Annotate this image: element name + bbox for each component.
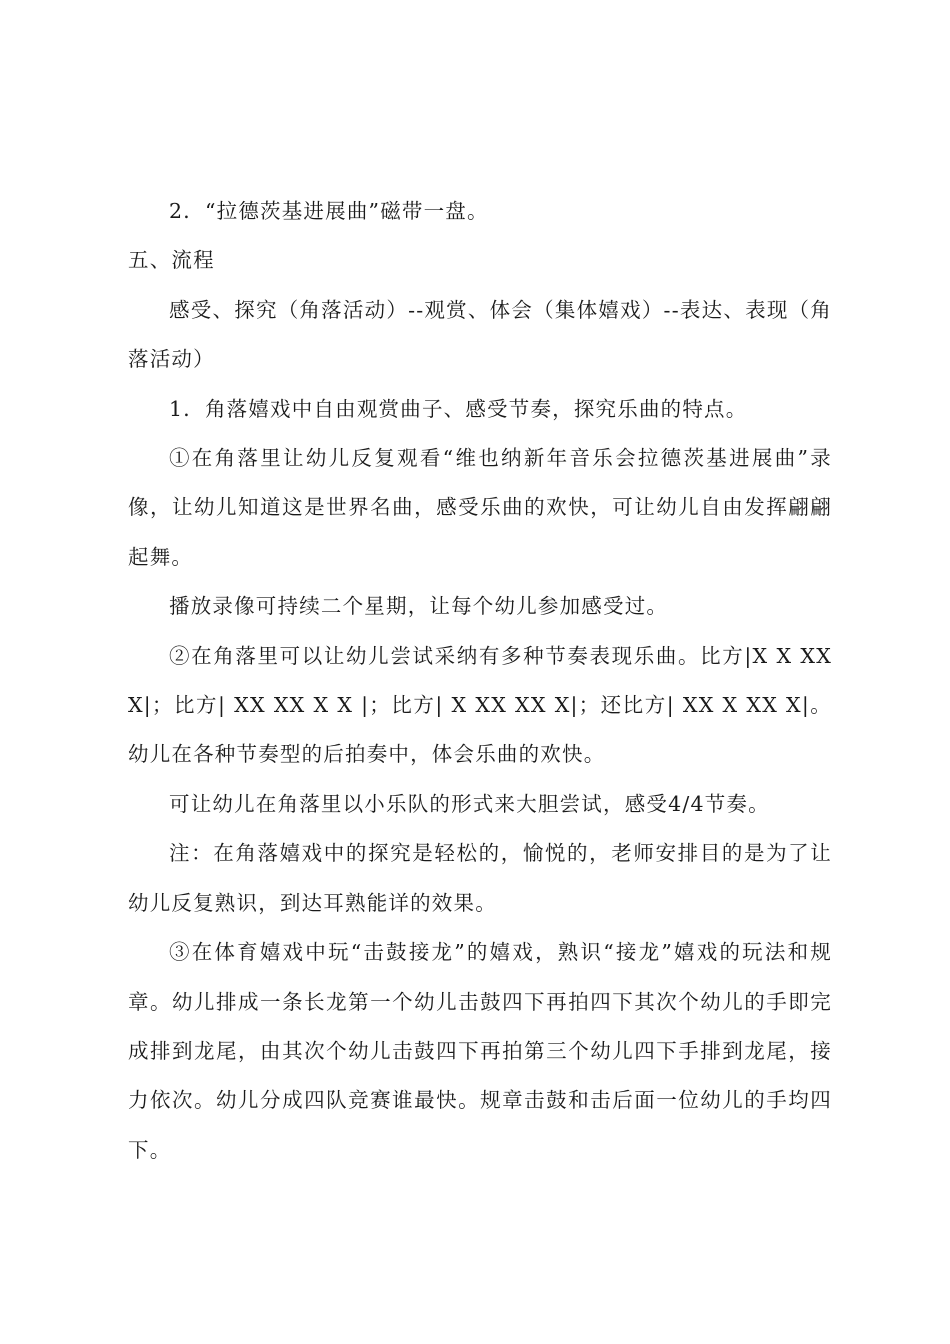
document-body [128,187,832,1175]
material-item-2: 2．“拉德茨基进展曲”磁带一盘。 [169,199,489,223]
step-1-band-note: 可让幼儿在角落里以小乐队的形式来大胆尝试，感受4/4节奏。 [169,791,770,816]
step-1-item-3: ③在体育嬉戏中玩“击鼓接龙”的嬉戏，熟识“接龙”嬉戏的玩法和规章。幼儿排成一条长龙第一个幼儿击鼓四下再拍四下其次个幼儿的手即完成排到龙尾，由其次个幼儿击鼓四下再拍第三个幼儿四下手排到龙尾，接力依次。幼儿分成四队竞赛谁最快。规章击鼓和击后面一位幼儿的手均四下。 [128,940,832,1162]
step-1-item-2: ②在角落里可以让幼儿尝试采纳有多种节奏表现乐曲。比方|X X XX X|；比方| XX XX X X |；比方| X XX XX X|；还比方| XX X XX X|。幼儿在各种节奏型的后拍奏中，体会乐曲的欢快。 [128,643,832,767]
section-heading-process: 五、流程 [128,248,215,273]
process-overview: 感受、探究（角落活动）--观赏、体会（集体嬉戏）--表达、表现（角落活动） [128,297,832,372]
step-1-heading: 1．角落嬉戏中自由观赏曲子、感受节奏，探究乐曲的特点。 [169,396,748,421]
step-1-remark: 注：在角落嬉戏中的探究是轻松的，愉悦的，老师安排目的是为了让幼儿反复熟识，到达耳熟能详的效果。 [128,841,832,915]
step-1-item-1: ①在角落里让幼儿反复观看“维也纳新年音乐会拉德茨基进展曲”录像，让幼儿知道这是世界名曲，感受乐曲的欢快，可让幼儿自由发挥翩翩起舞。 [128,446,832,569]
step-1-note-video: 播放录像可持续二个星期，让每个幼儿参加感受过。 [169,594,669,619]
